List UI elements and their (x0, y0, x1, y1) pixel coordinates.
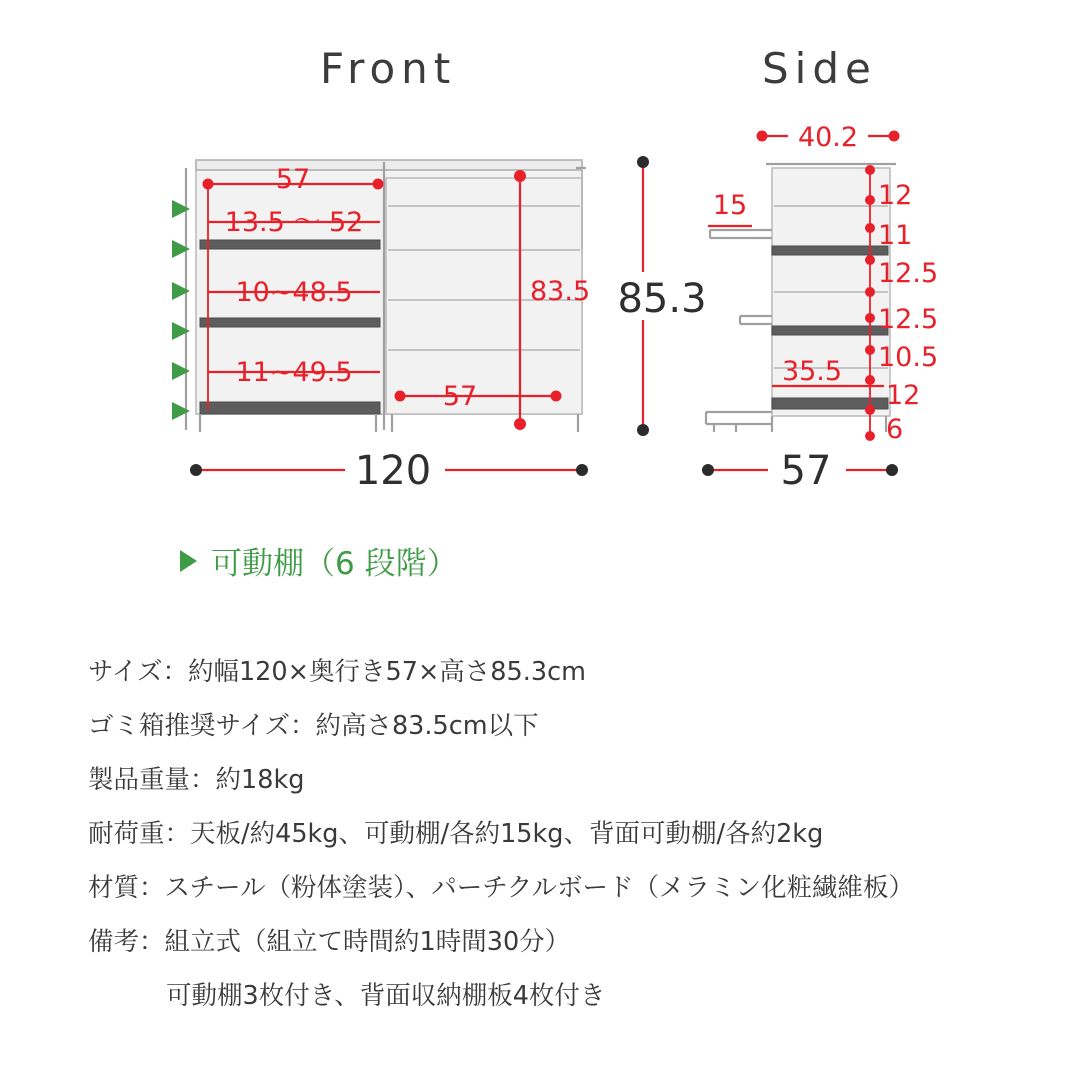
dim-side-back-shelf-small: 15 (712, 190, 748, 221)
list-item: ゴミ箱推奨サイズ：約高さ83.5cm以下 (88, 711, 539, 741)
dim-front-trash-height: 83.5 (530, 276, 591, 307)
dim-side-seg-3: 12.5 (878, 258, 939, 289)
front-view-title: Front (320, 44, 457, 93)
dim-side-seg-1: 12 (878, 180, 913, 211)
dim-side-seg-2: 11 (878, 220, 913, 251)
dim-front-overall-width: 120 (354, 448, 432, 494)
dim-front-gap-middle: 10~48.5 (235, 277, 353, 308)
dim-front-gap-top: 13.5 〜 52 (224, 207, 364, 238)
dim-side-seg-7: 6 (886, 414, 904, 445)
list-item: 可動棚3枚付き、背面収納棚板4枚付き (166, 981, 606, 1011)
dim-side-depth: 57 (780, 448, 832, 494)
legend-label: 可動棚（6 段階） (211, 546, 458, 582)
dim-side-lower-depth: 35.5 (781, 356, 843, 387)
list-item: 製品重量：約18kg (88, 765, 305, 795)
dim-front-gap-bottom: 11~49.5 (235, 357, 353, 388)
list-item: サイズ：約幅120×奥行き57×高さ85.3cm (88, 657, 586, 687)
side-view-title: Side (762, 44, 877, 93)
dim-side-seg-4: 12.5 (878, 304, 939, 335)
dim-side-seg-5: 10.5 (878, 342, 939, 373)
dim-front-shelf-width: 57 (275, 164, 311, 195)
list-item: 材質：スチール（粉体塗装）、パーチクルボード（メラミン化粧繊維板） (88, 873, 914, 903)
spec-list (88, 645, 1048, 1023)
list-item: 耐荷重：天板/約45kg、可動棚/各約15kg、背面可動棚/各約2kg (88, 819, 824, 849)
list-item: 備考：組立式（組立て時間約1時間30分） (88, 927, 571, 957)
adjustable-shelf-markers-front (172, 200, 190, 420)
dim-side-seg-6: 12 (886, 380, 921, 411)
dim-front-overall-height: 85.3 (617, 276, 707, 322)
legend (180, 538, 458, 583)
dim-side-back-shelf-depth: 40.2 (797, 122, 859, 153)
green-triangle-icon (180, 550, 197, 572)
dim-front-lower-width: 57 (442, 381, 478, 412)
